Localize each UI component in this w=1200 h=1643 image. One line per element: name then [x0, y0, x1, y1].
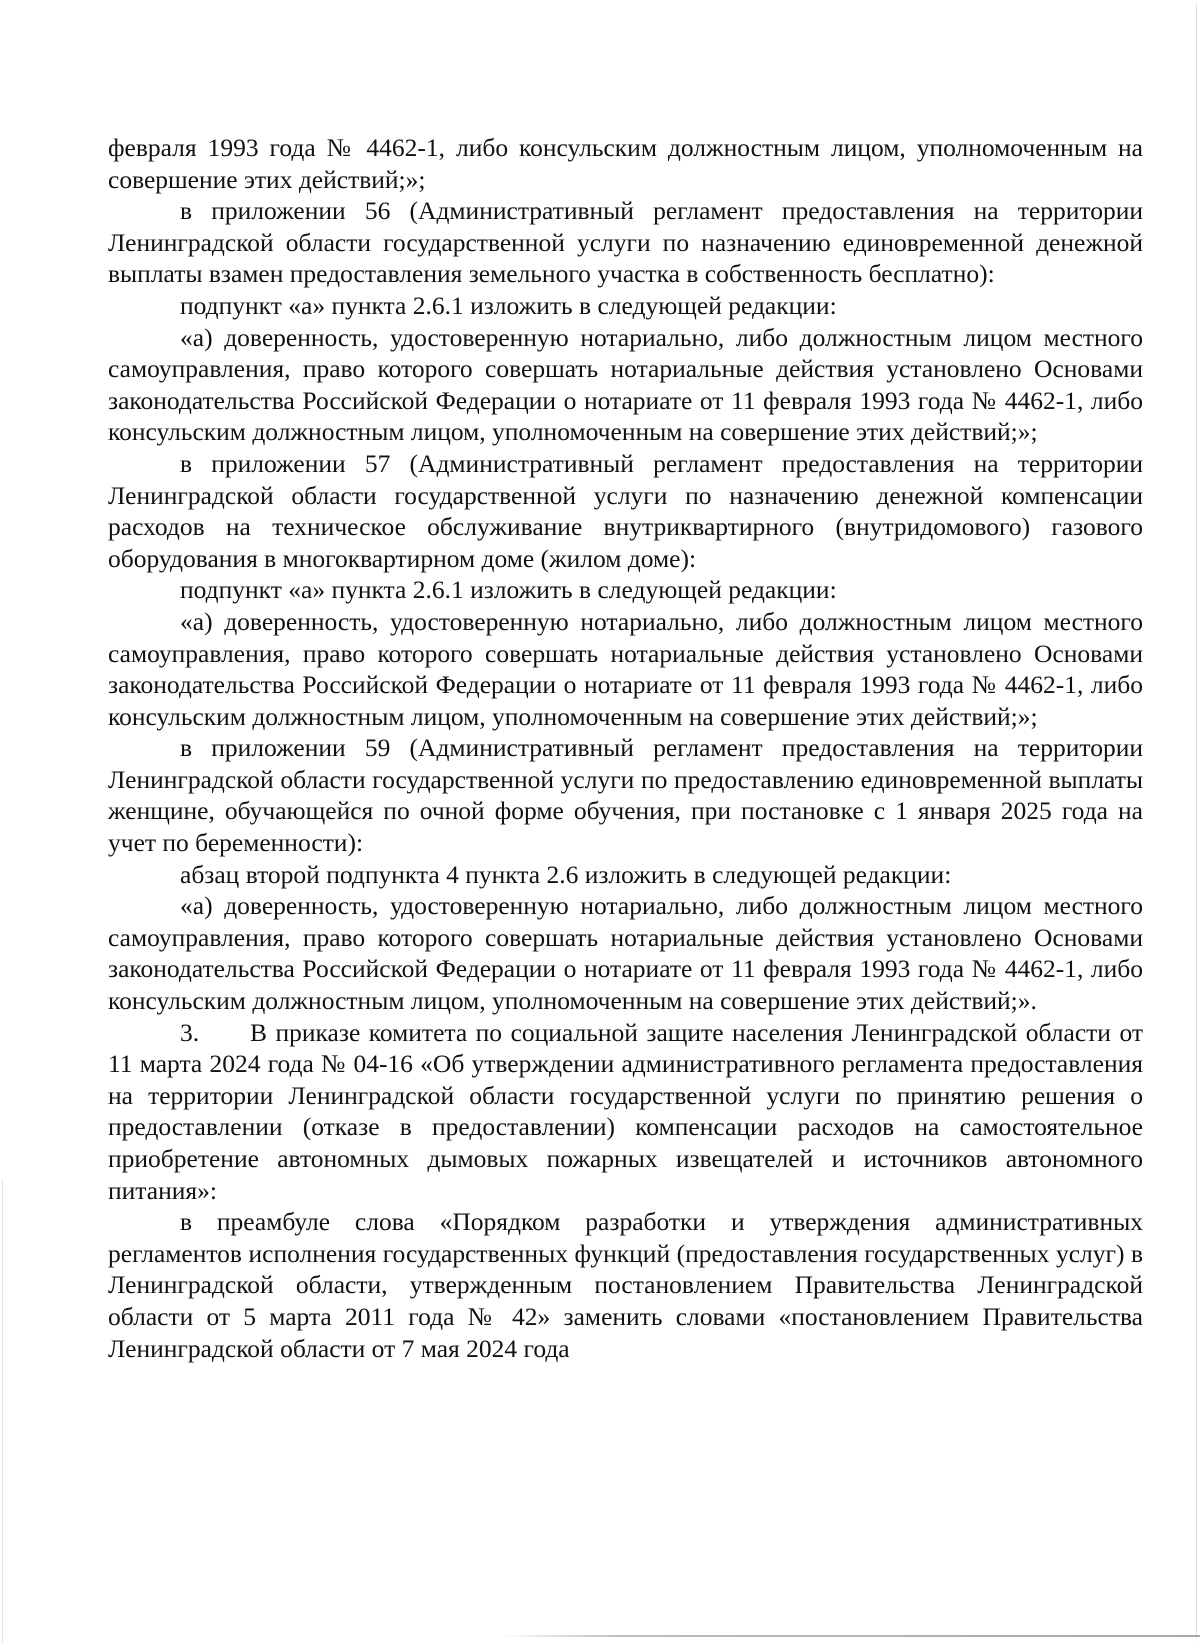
- document-page: [108, 132, 1143, 1364]
- paragraph-power-of-attorney: «а) доверенность, удостоверенную нотариально, либо должностным лицом местного самоуправления, право которого совершать нотариальные действия установлено Основами законодательства Российской Федерации о нотариате от 11 февраля 1993 года № 4462-1, либо консульским должностным лицом, уполномоченным на совершение этих действий;»;: [108, 606, 1143, 731]
- scan-edge-right: [1196, 0, 1197, 1643]
- paragraph-subclause-instruction: подпункт «а» пункта 2.6.1 изложить в следующей редакции:: [180, 290, 837, 320]
- scan-edge-left: [2, 1180, 3, 1643]
- paragraph-power-of-attorney: «а) доверенность, удостоверенную нотариально, либо должностным лицом местного самоуправления, право которого совершать нотариальные действия установлено Основами законодательства Российской Федерации о нотариате от 11 февраля 1993 года № 4462-1, либо консульским должностным лицом, уполномоченным на совершение этих действий;»;: [108, 322, 1143, 447]
- paragraph-appendix-56: в приложении 56 (Административный регламент предоставления на территории Ленинградской области государственной услуги по назначению единовременной денежной выплаты взамен предоставления земельного участка в собственность бесплатно):: [108, 196, 1143, 289]
- paragraph-subclause-instruction: подпункт «а» пункта 2.6.1 изложить в следующей редакции:: [180, 575, 837, 605]
- scan-bottom-edge: [500, 1635, 1200, 1637]
- paragraph-continuation: февраля 1993 года № 4462-1, либо консульским должностным лицом, уполномоченным на совершение этих действий;»;: [108, 133, 1143, 194]
- paragraph-appendix-59: в приложении 59 (Административный регламент предоставления на территории Ленинградской области государственной услуги по предоставлению единовременной выплаты женщине, обучающейся по очной форме обучения, при постановке с 1 января 2025 года на учет по беременности):: [108, 733, 1143, 858]
- paragraph-subclause-instruction: абзац второй подпункта 4 пункта 2.6 изложить в следующей редакции:: [180, 859, 952, 889]
- paragraph-power-of-attorney: «а) доверенность, удостоверенную нотариально, либо должностным лицом местного самоуправления, право которого совершать нотариальные действия установлено Основами законодательства Российской Федерации о нотариате от 11 февраля 1993 года № 4462-1, либо консульским должностным лицом, уполномоченным на совершение этих действий;».: [108, 891, 1143, 1016]
- paragraph-appendix-57: в приложении 57 (Административный регламент предоставления на территории Ленинградской области государственной услуги по назначению денежной компенсации расходов на техническое обслуживание внутриквартирного (внутридомового) газового оборудования в многоквартирном доме (жилом доме):: [108, 448, 1143, 573]
- paragraph-section-3: [108, 1017, 1143, 1207]
- paragraph-preamble-change: в преамбуле слова «Порядком разработки и утверждения административных регламентов исполнения государственных функций (предоставления государственных услуг) в Ленинградской области, утвержденным постановлением Правительства Ленинградской области от 5 марта 2011 года № 42» заменить словами «постановлением Правительства Ленинградской области от 7 мая 2024 года: [108, 1207, 1143, 1363]
- section-3-text: В приказе комитета по социальной защите населения Ленинградской области от 11 марта 2024 года № 04-16 «Об утверждении административного регламента предоставления на территории Ленинградской области государственной услуги по принятию решения о предоставлении (отказе в предоставлении) компенсации расходов на самостоятельное приобретение автономных дымовых пожарных извещателей и источников автономного питания»:: [108, 1017, 1143, 1205]
- section-number: 3.: [180, 1017, 200, 1047]
